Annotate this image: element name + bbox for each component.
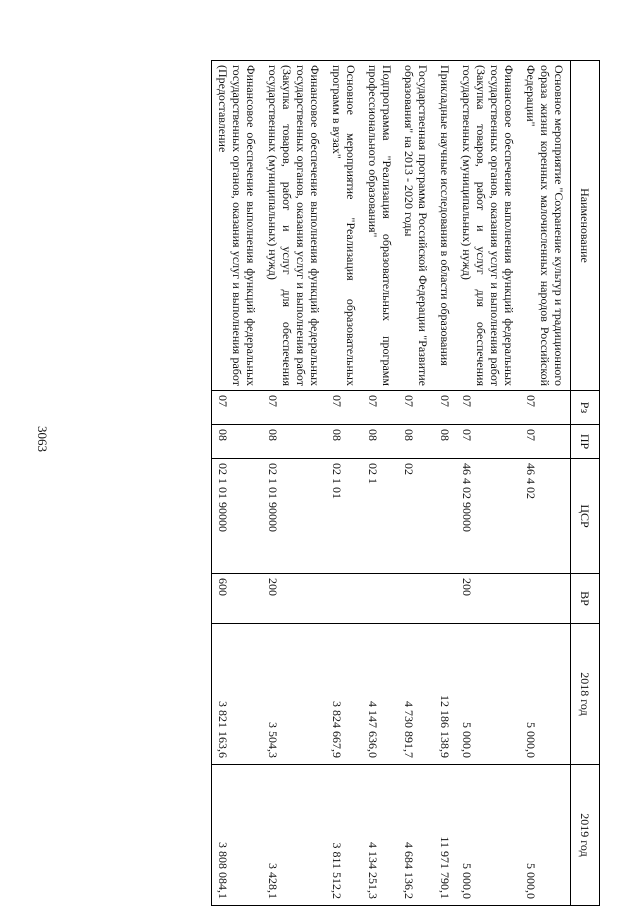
row-csr: 02 1 (362, 459, 398, 574)
table-row (434, 61, 456, 906)
header-csr: ЦСР (571, 459, 600, 574)
row-name: Финансовое обеспечение выполнения функций федеральных государственных органов, оказания услуг и выполнения работ (Закупка товаров, работ и услуг для обеспечения государственных (муниципальных) нужд) (262, 61, 326, 391)
row-pr: 08 (212, 425, 263, 459)
row-rz: 07 (398, 391, 434, 425)
row-csr (434, 459, 456, 574)
table-row (520, 61, 571, 906)
row-pr: 08 (398, 425, 434, 459)
row-2019: 5 000,0 (456, 765, 520, 906)
row-2018: 5 000,0 (456, 624, 520, 765)
page-number: 3063 (35, 426, 50, 452)
row-pr: 08 (262, 425, 326, 459)
row-rz: 07 (456, 391, 520, 425)
row-pr: 08 (362, 425, 398, 459)
row-2019: 3 808 084,1 (212, 765, 263, 906)
row-rz: 07 (434, 391, 456, 425)
row-pr: 07 (456, 425, 520, 459)
row-name: Основное мероприятие "Сохранение культур и традиционного образа жизни коренных малочисленных народов Российской Федерации" (520, 61, 571, 391)
row-2018: 3 504,3 (262, 624, 326, 765)
header-rz: Рз (571, 391, 600, 425)
row-csr: 02 1 01 90000 (262, 459, 326, 574)
row-rz: 07 (212, 391, 263, 425)
row-rz: 07 (520, 391, 571, 425)
row-csr: 02 (398, 459, 434, 574)
row-vr (326, 574, 362, 624)
row-csr: 02 1 01 90000 (212, 459, 263, 574)
header-2018: 2018 год (571, 624, 600, 765)
table-row (326, 61, 362, 906)
row-vr: 600 (212, 574, 263, 624)
row-vr: 200 (262, 574, 326, 624)
row-vr (434, 574, 456, 624)
row-pr: 08 (434, 425, 456, 459)
row-pr: 07 (520, 425, 571, 459)
table-header-row (571, 61, 600, 906)
row-2018: 4 730 891,7 (398, 624, 434, 765)
row-2018: 3 824 667,9 (326, 624, 362, 765)
table-row (262, 61, 326, 906)
table-row (212, 61, 263, 906)
row-2019: 3 428,1 (262, 765, 326, 906)
row-pr: 08 (326, 425, 362, 459)
table-row (362, 61, 398, 906)
row-name: Финансовое обеспечение выполнения функций федеральных государственных органов, оказания услуг и выполнения работ (Предоставление (212, 61, 263, 391)
row-name: Финансовое обеспечение выполнения функций федеральных государственных органов, оказания услуг и выполнения работ (Закупка товаров, работ и услуг для обеспечения государственных (муниципальных) нужд) (456, 61, 520, 391)
header-2019: 2019 год (571, 765, 600, 906)
row-2019: 11 971 790,1 (434, 765, 456, 906)
header-pr: ПР (571, 425, 600, 459)
row-vr (398, 574, 434, 624)
row-2018: 4 147 636,0 (362, 624, 398, 765)
row-name: Государственная программа Российской Федерации "Развитие образования" на 2013 - 2020 годы (398, 61, 434, 391)
row-rz: 07 (262, 391, 326, 425)
row-vr: 200 (456, 574, 520, 624)
table-row (456, 61, 520, 906)
row-csr: 46 4 02 90000 (456, 459, 520, 574)
row-name: Основное мероприятие "Реализация образовательных программ в вузах" (326, 61, 362, 391)
row-2019: 4 684 136,2 (398, 765, 434, 906)
table-row (398, 61, 434, 906)
row-2018: 5 000,0 (520, 624, 571, 765)
row-name: Подпрограмма "Реализация образовательных программ профессионального образования" (362, 61, 398, 391)
header-name: Наименование (571, 61, 600, 391)
row-2019: 4 134 251,3 (362, 765, 398, 906)
row-2018: 3 821 163,6 (212, 624, 263, 765)
row-2018: 12 186 138,9 (434, 624, 456, 765)
row-csr: 46 4 02 (520, 459, 571, 574)
row-csr: 02 1 01 (326, 459, 362, 574)
header-vr: ВР (571, 574, 600, 624)
row-rz: 07 (362, 391, 398, 425)
row-vr (520, 574, 571, 624)
row-rz: 07 (326, 391, 362, 425)
budget-table (211, 60, 600, 906)
row-2019: 5 000,0 (520, 765, 571, 906)
row-vr (362, 574, 398, 624)
row-name: Прикладные научные исследования в области образования (434, 61, 456, 391)
row-2019: 3 811 512,2 (326, 765, 362, 906)
rotated-page (60, 60, 600, 905)
